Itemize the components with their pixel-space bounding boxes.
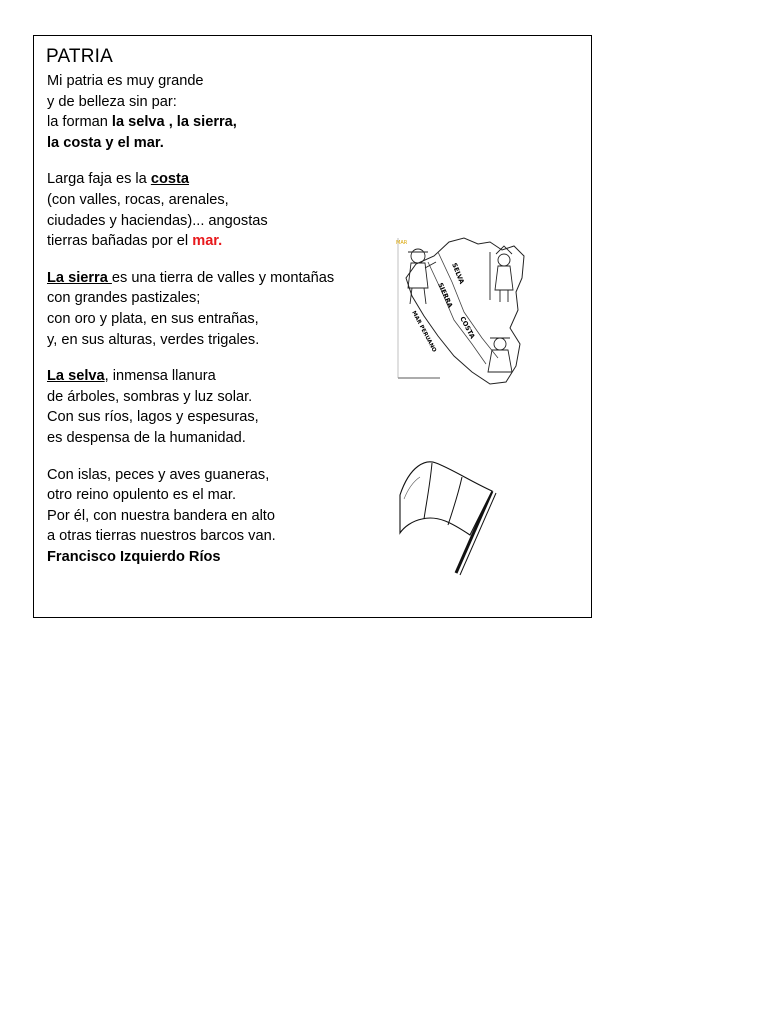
poem-line: de árboles, sombras y luz solar. — [47, 388, 253, 405]
label-mar: MAR PERUANO — [410, 310, 438, 354]
poem-line: con oro y plata, en sus entrañas, — [47, 310, 259, 327]
selva-keyword: La selva — [47, 368, 105, 385]
poem-line — [47, 112, 387, 133]
author-name: Francisco Izquierdo Ríos — [47, 548, 221, 565]
poem-line — [47, 169, 387, 190]
poem-line — [47, 268, 387, 289]
stanza-5 — [47, 465, 387, 568]
mar-keyword: mar. — [192, 233, 223, 250]
poem-line: ciudades y haciendas)... angostas — [47, 212, 268, 229]
poem-title: PATRIA — [46, 46, 114, 67]
stanza-3 — [47, 268, 387, 350]
poem-line: Mi patria es muy grande — [47, 73, 204, 89]
poem-line — [47, 366, 387, 387]
costa-keyword: costa — [150, 171, 189, 188]
line-text: tierras bañadas por el — [47, 233, 193, 250]
poem-body — [47, 71, 387, 583]
poem-author — [47, 547, 387, 568]
line-text: , inmensa llanura — [104, 368, 216, 385]
stanza-2 — [47, 169, 387, 251]
label-corner: MAR — [396, 240, 408, 246]
child-figure-bottom — [488, 338, 512, 372]
line-bold-text: la selva , la sierra, — [111, 114, 237, 131]
poem-line: otro reino opulento es el mar. — [47, 487, 237, 504]
poem-line — [47, 133, 387, 154]
poem-line: Por él, con nuestra bandera en alto — [47, 507, 275, 524]
line-text: es una tierra de valles y montañas — [111, 269, 335, 286]
poem-line: Con sus ríos, lagos y espesuras, — [47, 409, 259, 426]
flag-illustration — [396, 455, 508, 577]
peru-map-illustration — [394, 232, 528, 388]
line-text: Larga faja es la — [47, 171, 151, 188]
label-costa: COSTA — [458, 315, 477, 341]
poem-line: y de belleza sin par: — [47, 93, 177, 110]
stanza-1 — [47, 71, 387, 153]
poem-line: (con valles, rocas, arenales, — [47, 191, 229, 208]
poem-line: y, en sus alturas, verdes trigales. — [47, 331, 260, 348]
child-figure-right — [490, 246, 513, 302]
poem-line — [47, 231, 387, 252]
line-text: la forman — [47, 114, 112, 131]
stanza-4 — [47, 366, 387, 448]
poem-line: es despensa de la humanidad. — [47, 429, 246, 446]
line-bold-text: la costa y el mar. — [47, 134, 164, 151]
label-selva: SELVA — [450, 261, 466, 286]
poem-line: Con islas, peces y aves guaneras, — [47, 466, 270, 483]
label-sierra: SIERRA — [436, 281, 455, 310]
poem-line: a otras tierras nuestros barcos van. — [47, 528, 276, 545]
poem-line: con grandes pastizales; — [47, 290, 201, 307]
sierra-keyword: La sierra — [47, 269, 112, 286]
